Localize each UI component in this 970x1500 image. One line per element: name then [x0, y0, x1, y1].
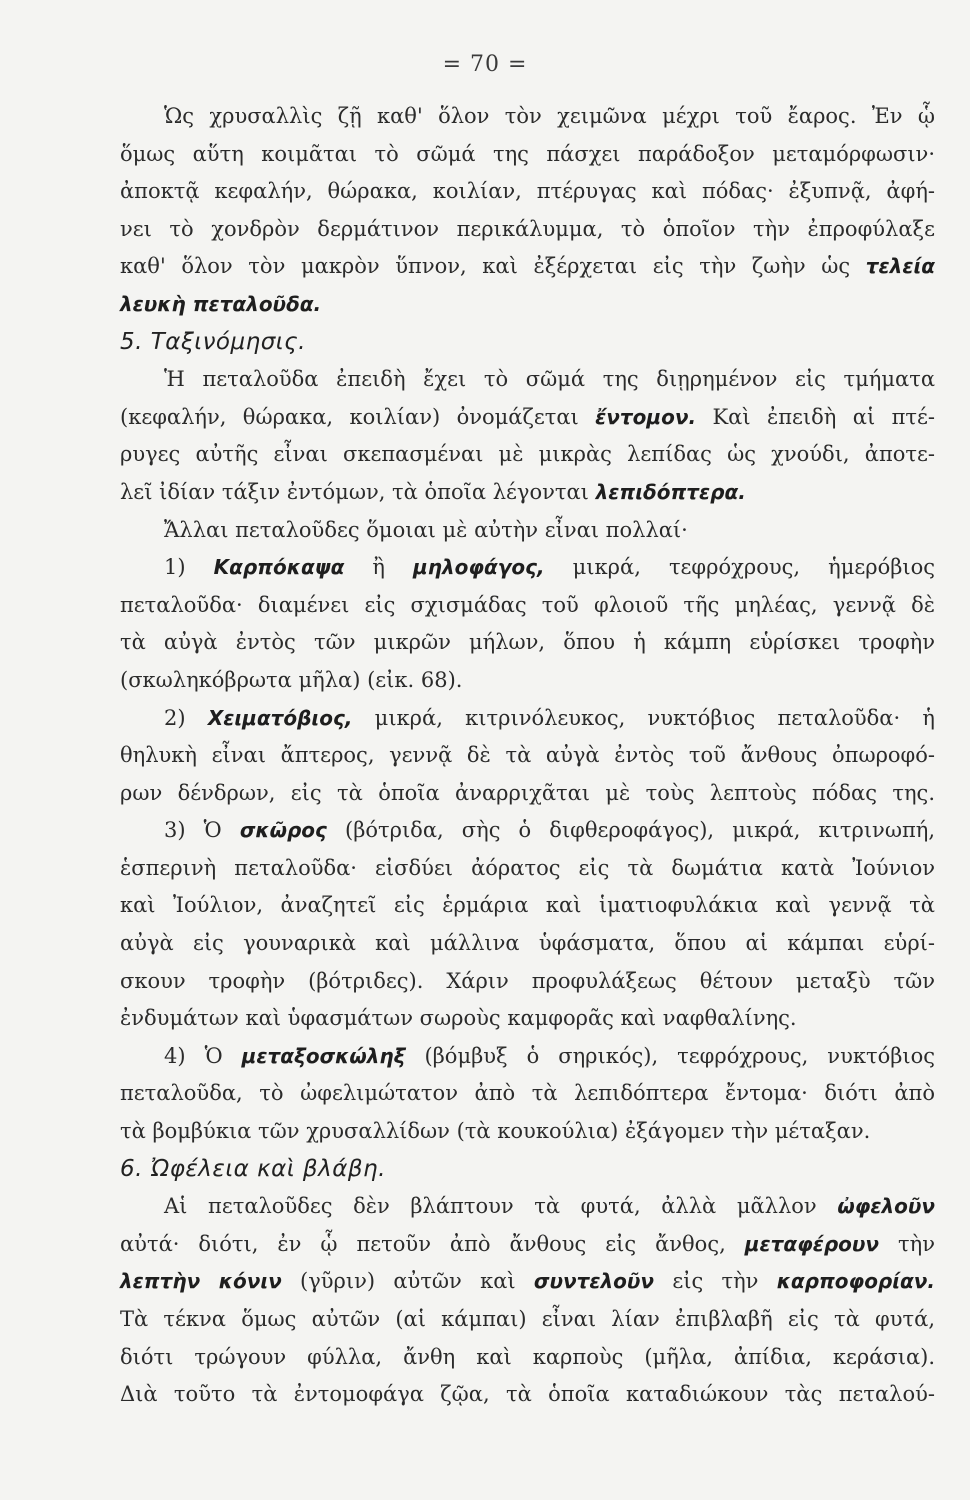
text-line: [120, 775, 935, 813]
text-line: [120, 549, 935, 587]
text-run: Τὰ τέκνα ὅμως αὐτῶν (αἱ κάμπαι) εἶναι λίαν ἐπιβλαβῆ εἰς τὰ φυτά,: [120, 1307, 935, 1331]
text-line: [120, 1075, 935, 1113]
text-run: Ὡς χρυσαλλὶς ζῇ καθ' ὅλον τὸν χειμῶνα μέχρι τοῦ ἔαρος. Ἐν ᾧ: [164, 104, 935, 128]
text-line: [120, 963, 935, 1001]
emphasized-term: συντελοῦν: [533, 1269, 655, 1294]
text-run: (βόμβυξ ὁ σηρικός), τεφρόχρους, νυκτόβιος: [405, 1043, 935, 1068]
text-run: 2): [164, 705, 208, 730]
text-run: Αἱ πεταλοῦδες δὲν βλάπτουν τὰ φυτά, ἀλλὰ μᾶλλον: [164, 1194, 838, 1219]
body-text: [120, 98, 935, 1414]
text-run: (γῦριν) αὐτῶν καὶ: [281, 1269, 534, 1294]
text-line: [120, 248, 935, 286]
text-line: [120, 812, 935, 850]
emphasized-term: μεταξοσκώληξ: [241, 1043, 406, 1068]
text-run: ἀποκτᾷ κεφαλήν, θώρακα, κοιλίαν, πτέρυγας καὶ πόδας· ἐξυπνᾷ, ἀφή-: [120, 179, 935, 204]
text-run: πεταλοῦδα, τὸ ὠφελιμώτατον ἀπὸ τὰ λεπιδόπτερα ἔντομα· διότι ἀπὸ: [120, 1081, 935, 1106]
text-line: [120, 286, 935, 324]
text-run: 3) Ὁ: [164, 818, 240, 843]
section-heading: 6. Ὠφέλεια καὶ βλάβη.: [120, 1155, 386, 1182]
text-line: [120, 1226, 935, 1264]
text-line: [120, 700, 935, 738]
text-line: [120, 1339, 935, 1377]
text-run: λεῖ ἰδίαν τάξιν ἐντόμων, τὰ ὁποῖα λέγονται: [120, 479, 596, 504]
text-line: [120, 925, 935, 963]
page-number: = 70 =: [442, 52, 528, 77]
emphasized-term: Χειματόβιος,: [207, 705, 353, 730]
text-line: [120, 662, 935, 700]
text-line: [120, 436, 935, 474]
text-run: ρυγες αὐτῆς εἶναι σκεπασμέναι μὲ μικρὰς λεπίδας ὡς χνούδι, ἀποτε-: [120, 442, 935, 467]
text-run: Καὶ ἐπειδὴ αἱ πτέ-: [696, 404, 935, 429]
text-line: [120, 399, 935, 437]
text-run: τὰ βομβύκια τῶν χρυσαλλίδων (τὰ κουκούλια) ἐξάγομεν τὴν μέταξαν.: [120, 1119, 871, 1144]
text-line: [120, 887, 935, 925]
emphasized-term: σκῶρος: [239, 818, 327, 843]
emphasized-term: μεταφέρουν: [744, 1231, 880, 1256]
text-run: μικρά, τεφρόχρους, ἡμερόβιος: [544, 555, 935, 580]
text-line: [120, 1263, 935, 1301]
text-run: πεταλοῦδα· διαμένει εἰς σχισμάδας τοῦ φλοιοῦ τῆς μηλέας, γεννᾷ δὲ: [120, 592, 935, 617]
text-run: τὴν: [879, 1231, 935, 1256]
text-run: σκουν τροφὴν (βότριδες). Χάριν προφυλάξεως θέτουν μεταξὺ τῶν: [120, 968, 935, 993]
emphasized-term: λεπιδόπτερα.: [595, 479, 746, 504]
emphasized-term: τελεία: [865, 254, 935, 279]
emphasized-term: μηλοφάγος,: [413, 555, 545, 580]
text-run: ἐνδυμάτων καὶ ὑφασμάτων σωροὺς καμφορᾶς καὶ ναφθαλίνης.: [120, 1006, 797, 1031]
text-line: [120, 98, 935, 136]
emphasized-term: καρποφορίαν.: [776, 1269, 935, 1294]
text-line: [120, 850, 935, 888]
emphasized-term: ὠφελοῦν: [837, 1194, 935, 1219]
text-run: Διὰ τοῦτο τὰ ἐντομοφάγα ζῷα, τὰ ὁποῖα καταδιώκουν τὰς πεταλού-: [120, 1382, 935, 1407]
text-line: [120, 737, 935, 775]
text-line: [120, 1038, 935, 1076]
text-run: καὶ Ἰούλιον, ἀναζητεῖ εἰς ἑρμάρια καὶ ἱματιοφυλάκια καὶ γεννᾷ τὰ: [120, 893, 935, 918]
text-run: (σκωληκόβρωτα μῆλα) (εἰκ. 68).: [120, 667, 463, 692]
text-run: διότι τρώγουν φύλλα, ἄνθη καὶ καρποὺς (μῆλα, ἀπίδια, κεράσια).: [120, 1344, 935, 1369]
text-line: [120, 474, 935, 512]
section-heading: 5. Ταξινόμησις.: [120, 328, 306, 355]
text-run: θηλυκὴ εἶναι ἄπτερος, γεννᾷ δὲ τὰ αὐγὰ ἐντὸς τοῦ ἄνθους ὀπωροφό-: [120, 743, 935, 768]
text-run: τὰ αὐγὰ ἐντὸς τῶν μικρῶν μήλων, ὅπου ἡ κάμπη εὑρίσκει τροφὴν: [120, 630, 935, 655]
text-run: (κεφαλήν, θώρακα, κοιλίαν) ὀνομάζεται: [120, 404, 596, 429]
text-line: [120, 1000, 935, 1038]
emphasized-term: λεπτὴν κόνιν: [120, 1269, 282, 1294]
text-line: [120, 1113, 935, 1151]
text-run: ὅμως αὕτη κοιμᾶται τὸ σῶμά της πάσχει παράδοξον μεταμόρφωσιν·: [120, 141, 935, 166]
text-line: [120, 587, 935, 625]
emphasized-term: λευκὴ πεταλοῦδα.: [120, 291, 322, 316]
text-line: [120, 1301, 935, 1339]
text-run: 4) Ὁ: [164, 1043, 242, 1068]
text-run: Ἄλλαι πεταλοῦδες ὅμοιαι μὲ αὐτὴν εἶναι πολλαί·: [164, 517, 688, 542]
text-run: αὐτά· διότι, ἐν ᾧ πετοῦν ἀπὸ ἄνθους εἰς ἄνθος,: [120, 1231, 745, 1256]
text-run: καθ' ὅλον τὸν μακρὸν ὕπνον, καὶ ἐξέρχεται εἰς τὴν ζωὴν ὡς: [120, 254, 866, 279]
text-line: [120, 136, 935, 174]
text-line: [120, 1376, 935, 1414]
text-run: μικρά, κιτρινόλευκος, νυκτόβιος πεταλοῦδα· ἡ: [352, 705, 935, 730]
text-run: 1): [164, 555, 214, 580]
emphasized-term: ἔντομον.: [595, 404, 697, 429]
text-run: Ἡ πεταλοῦδα ἐπειδὴ ἔχει τὸ σῶμά της διῃρημένον εἰς τμήματα: [164, 367, 935, 392]
text-run: ἢ: [344, 555, 414, 580]
text-line: [120, 361, 935, 399]
text-run: νει τὸ χονδρὸν δερμάτινον περικάλυμμα, τὸ ὁποῖον τὴν ἐπροφύλαξε: [120, 216, 935, 241]
text-line: [120, 1188, 935, 1226]
text-line: [120, 211, 935, 249]
text-run: αὐγὰ εἰς γουναρικὰ καὶ μάλλινα ὑφάσματα, ὅπου αἱ κάμπαι εὑρί-: [120, 931, 935, 956]
text-run: εἰς τὴν: [654, 1269, 777, 1294]
text-run: (βότριδα, σὴς ὁ διφθεροφάγος), μικρά, κιτρινωπή,: [326, 818, 936, 843]
text-line: [120, 512, 935, 550]
text-run: ρων δένδρων, εἰς τὰ ὁποῖα ἀναρριχᾶται μὲ τοὺς λεπτοὺς πόδας της.: [120, 780, 935, 805]
text-run: ἑσπερινὴ πεταλοῦδα· εἰσδύει ἀόρατος εἰς τὰ δωμάτια κατὰ Ἰούνιον: [120, 855, 935, 880]
text-line: [120, 173, 935, 211]
text-line: [120, 624, 935, 662]
emphasized-term: Καρπόκαψα: [213, 555, 345, 580]
